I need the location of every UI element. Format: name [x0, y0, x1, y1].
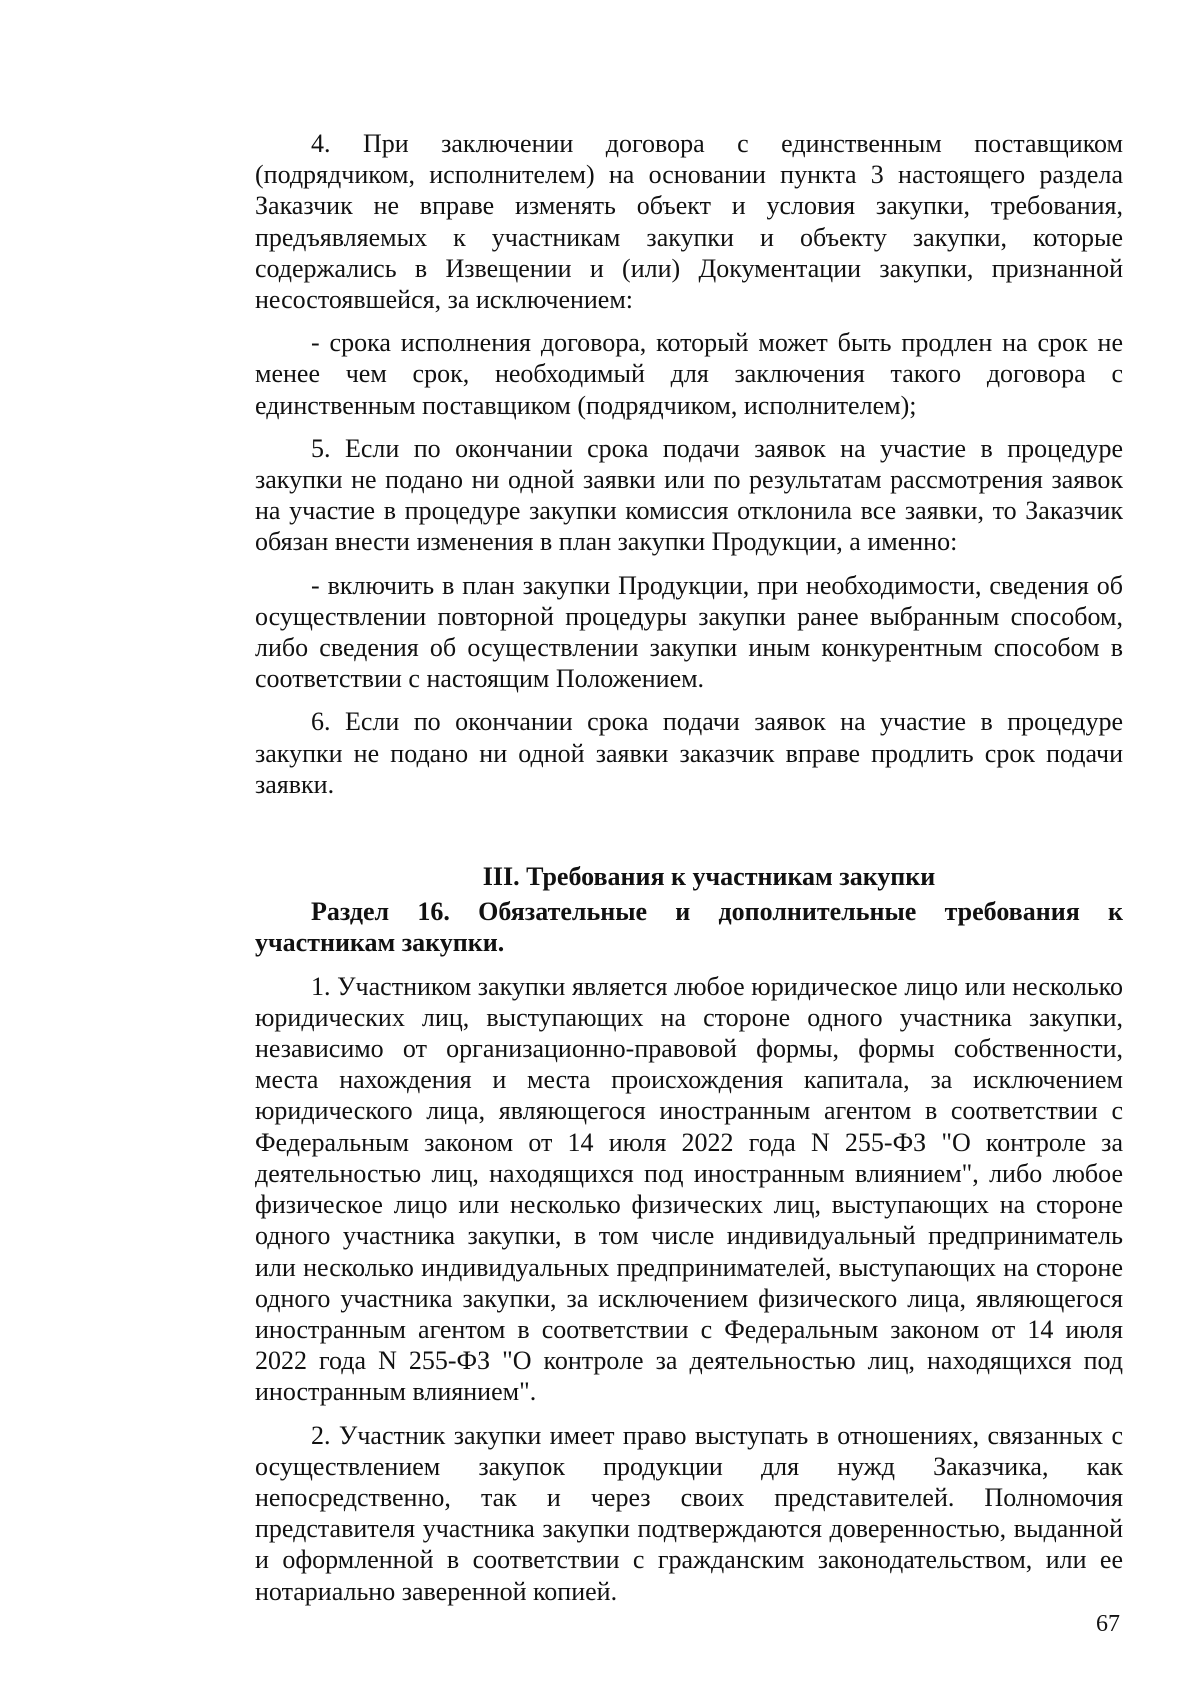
paragraph-participant-definition: 1. Участником закупки является любое юридическое лицо или несколько юридических лиц, выступающих на стороне одного участника закупки, независимо от организационно-правовой формы, формы собственности, места нахождения и места происхождения капитала, за исключением юридического лица, являющегося иностранным агентом в соответствии с Федеральным законом от 14 июля 2022 года N 255-ФЗ "О контроле за деятельностью лиц, находящихся под иностранным влиянием", либо любое физическое лицо или несколько физических лиц, выступающих на стороне одного участника закупки, в том числе индивидуальный предприниматель или несколько индивидуальных предпринимателей, выступающих на стороне одного участника закупки, за исключением физического лица, являющегося иностранным агентом в соответствии с Федеральным законом от 14 июля 2022 года N 255-ФЗ "О контроле за деятельностью лиц, находящихся под иностранным влиянием". — [255, 971, 1123, 1407]
section-spacer — [255, 812, 1123, 861]
paragraph-plan-inclusion: - включить в план закупки Продукции, при необходимости, сведения об осуществлении повторной процедуры закупки ранее выбранным способом, либо сведения об осуществлении закупки иным конкурентным способом в соответствии с настоящим Положением. — [255, 570, 1123, 694]
page-number: 67 — [1096, 1611, 1120, 1637]
paragraph-item-5: 5. Если по окончании срока подачи заявок на участие в процедуре закупки не подано ни одной заявки или по результатам рассмотрения заявок на участие в процедуре закупки комиссия отклонила все заявки, то Заказчик обязан внести изменения в план закупки Продукции, а именно: — [255, 433, 1123, 557]
page-content — [255, 128, 1123, 1619]
section-title: III. Требования к участникам закупки — [482, 862, 936, 892]
paragraph-item-4: 4. При заключении договора с единственным поставщиком (подрядчиком, исполнителем) на основании пункта 3 настоящего раздела Заказчик не вправе изменять объект и условия закупки, требования, предъявляемых к участникам закупки и объекту закупки, которые содержались в Извещении и (или) Документации закупки, признанной несостоявшейся, за исключением: — [255, 129, 1123, 315]
paragraph-participant-representation: 2. Участник закупки имеет право выступать в отношениях, связанных с осуществлением закупок продукции для нужд Заказчика, как непосредственно, так и через своих представителей. Полномочия представителя участника закупки подтверждаются доверенностью, выданной и оформленной в соответствии с гражданским законодательством, или ее нотариально заверенной копией. — [255, 1420, 1123, 1606]
paragraph-contract-term-exception: - срока исполнения договора, который может быть продлен на срок не менее чем срок, необходимый для заключения такого договора с единственным поставщиком (подрядчиком, исполнителем); — [255, 328, 1123, 420]
paragraph-item-6: 6. Если по окончании срока подачи заявок на участие в процедуре закупки не подано ни одной заявки заказчик вправе продлить срок подачи заявки. — [255, 707, 1123, 799]
subsection-title: Раздел 16. Обязательные и дополнительные требования к участникам закупки. — [255, 897, 1123, 958]
